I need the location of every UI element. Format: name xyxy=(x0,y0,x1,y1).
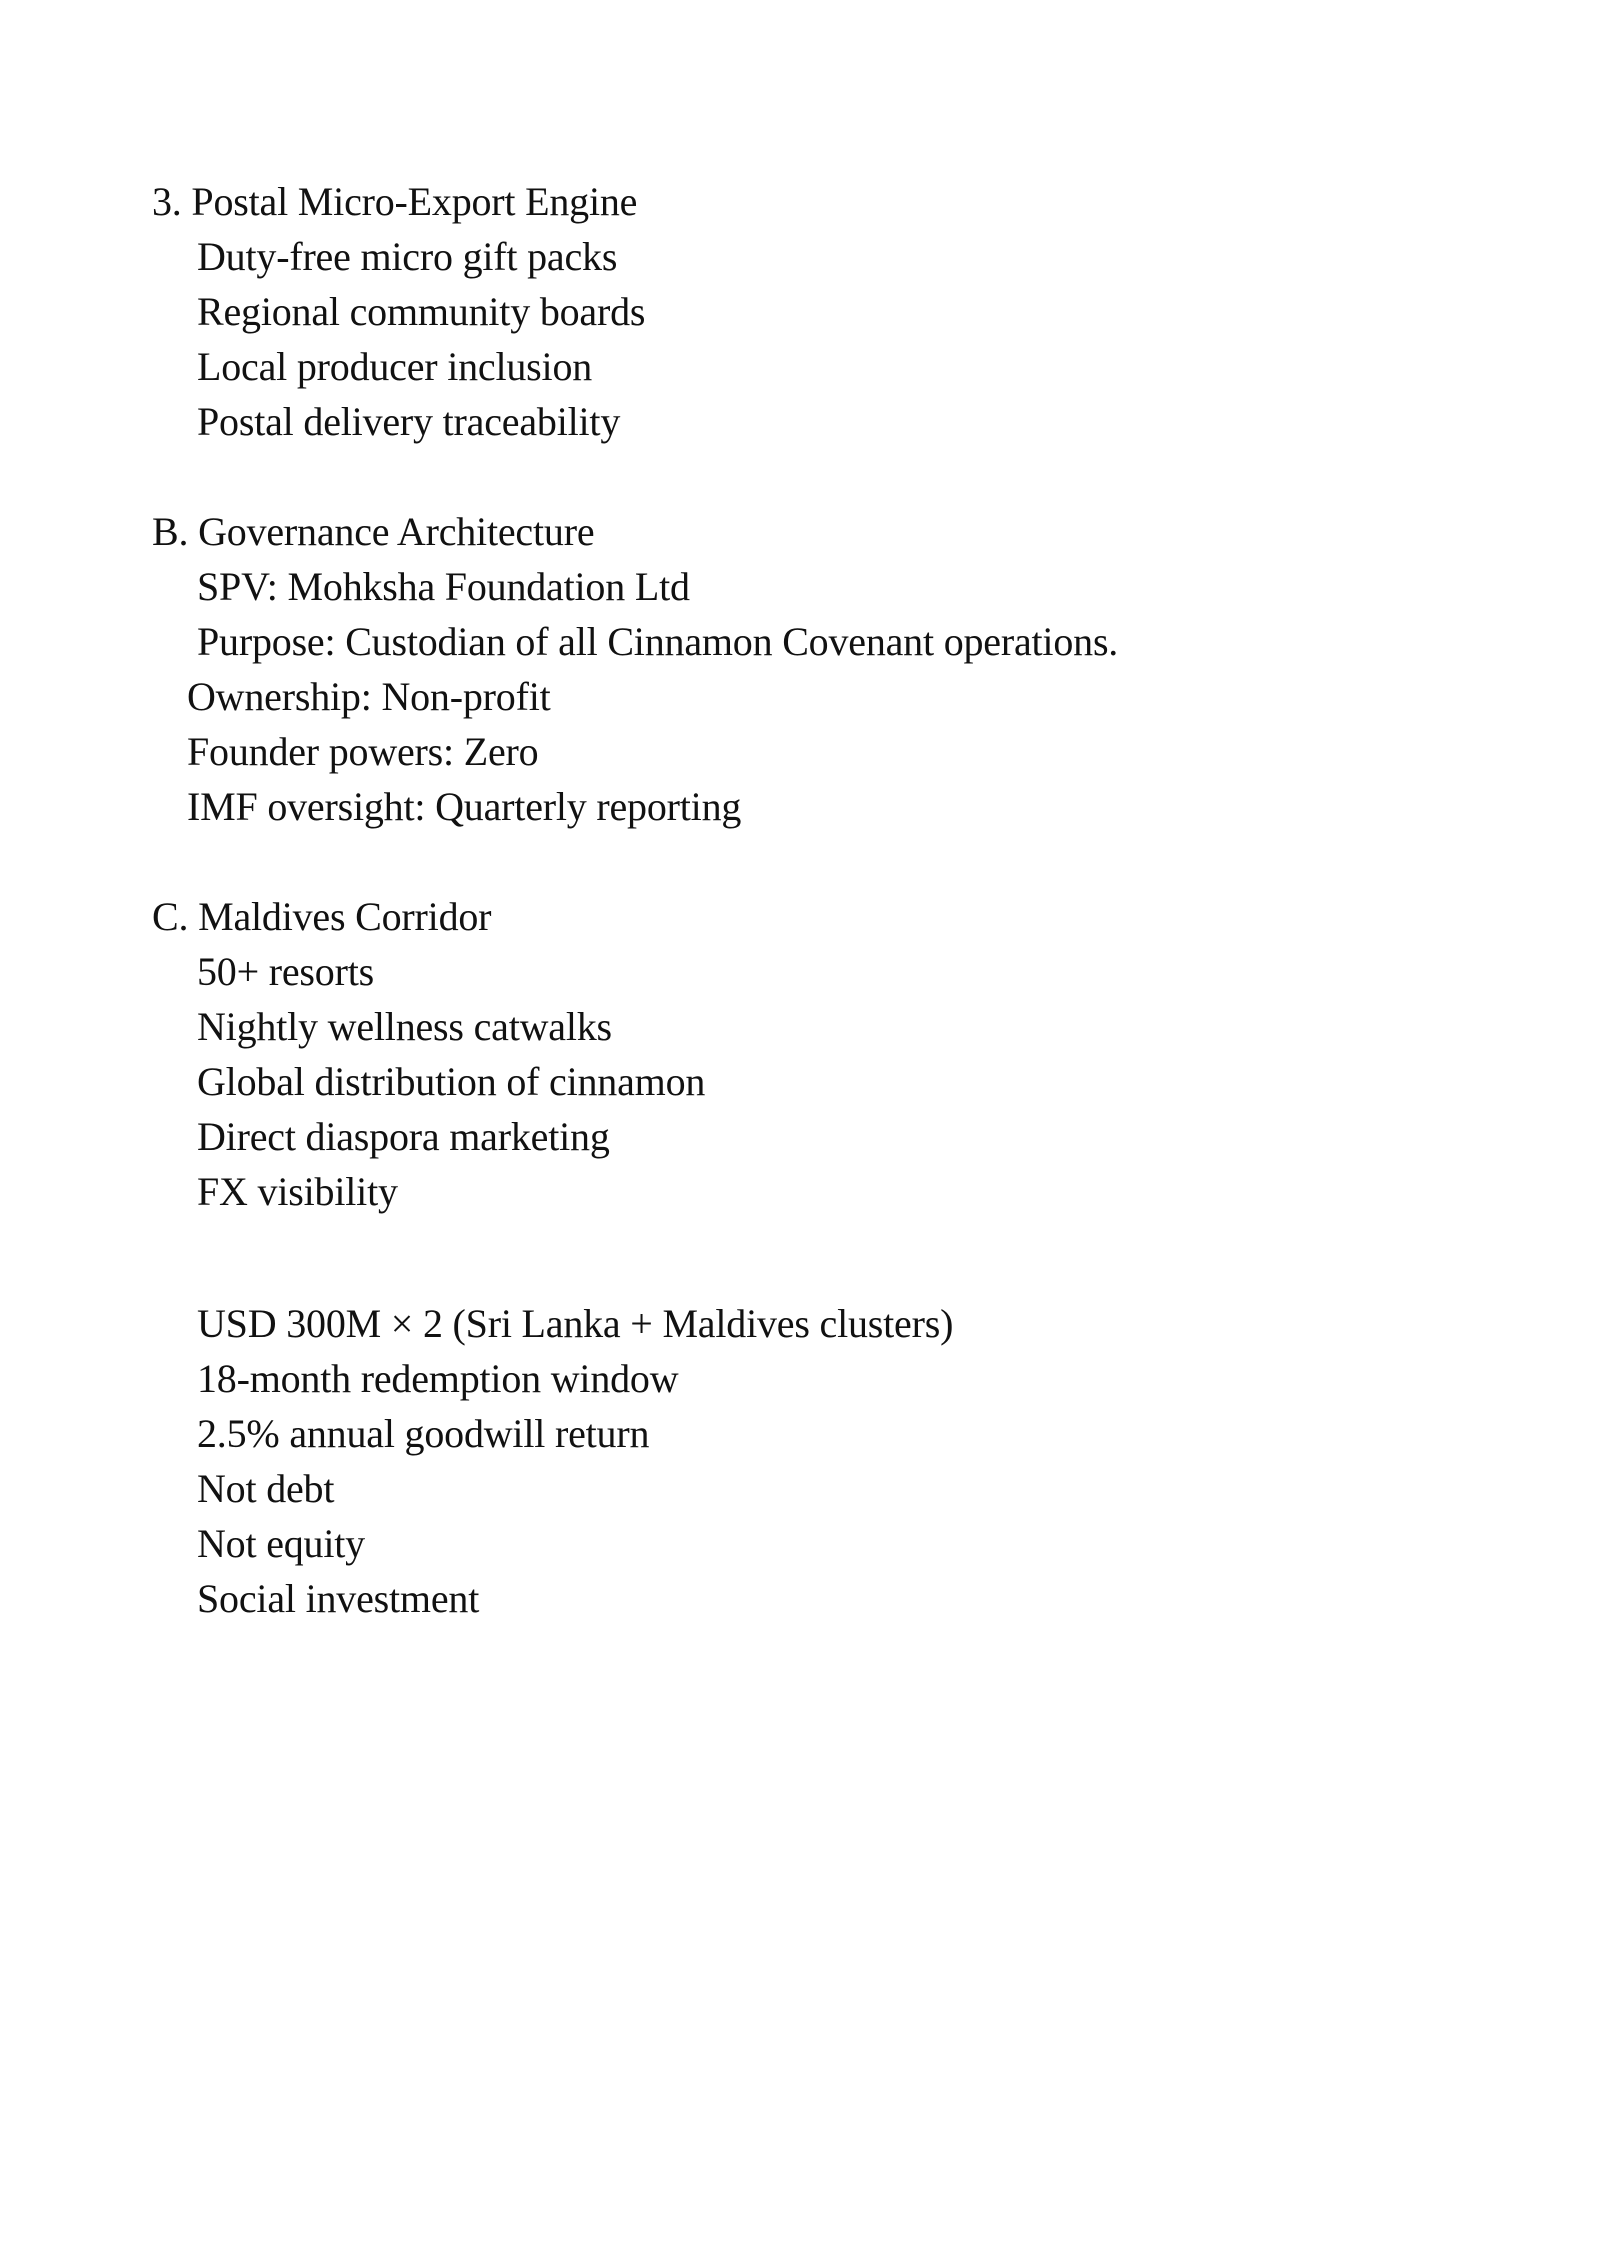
list-item: 2.5% annual goodwill return xyxy=(197,1411,650,1456)
list-item: Founder powers: Zero xyxy=(187,729,539,774)
list-item: FX visibility xyxy=(197,1169,398,1214)
list-item: Not equity xyxy=(197,1521,365,1566)
list-item: Duty-free micro gift packs xyxy=(197,234,618,279)
section-heading: 3. Postal Micro-Export Engine xyxy=(152,179,638,224)
list-item: Nightly wellness catwalks xyxy=(197,1004,612,1049)
list-item: Regional community boards xyxy=(197,289,646,334)
list-item: Postal delivery traceability xyxy=(197,399,621,444)
list-item: Global distribution of cinnamon xyxy=(197,1059,706,1104)
section-heading: C. Maldives Corridor xyxy=(152,894,492,939)
list-item: 18-month redemption window xyxy=(197,1356,679,1401)
list-item: Direct diaspora marketing xyxy=(197,1114,610,1159)
list-item: 50+ resorts xyxy=(197,949,374,994)
list-item: Local producer inclusion xyxy=(197,344,593,389)
section-heading: B. Governance Architecture xyxy=(152,509,595,554)
list-item: Purpose: Custodian of all Cinnamon Covenant operations. xyxy=(197,619,1119,664)
list-item: Not debt xyxy=(197,1466,335,1511)
list-item: IMF oversight: Quarterly reporting xyxy=(187,784,742,829)
list-item: Social investment xyxy=(197,1576,480,1621)
list-item: USD 300M × 2 (Sri Lanka + Maldives clusters) xyxy=(197,1301,954,1346)
list-item: SPV: Mohksha Foundation Ltd xyxy=(197,564,690,609)
list-item: Ownership: Non-profit xyxy=(187,674,551,719)
